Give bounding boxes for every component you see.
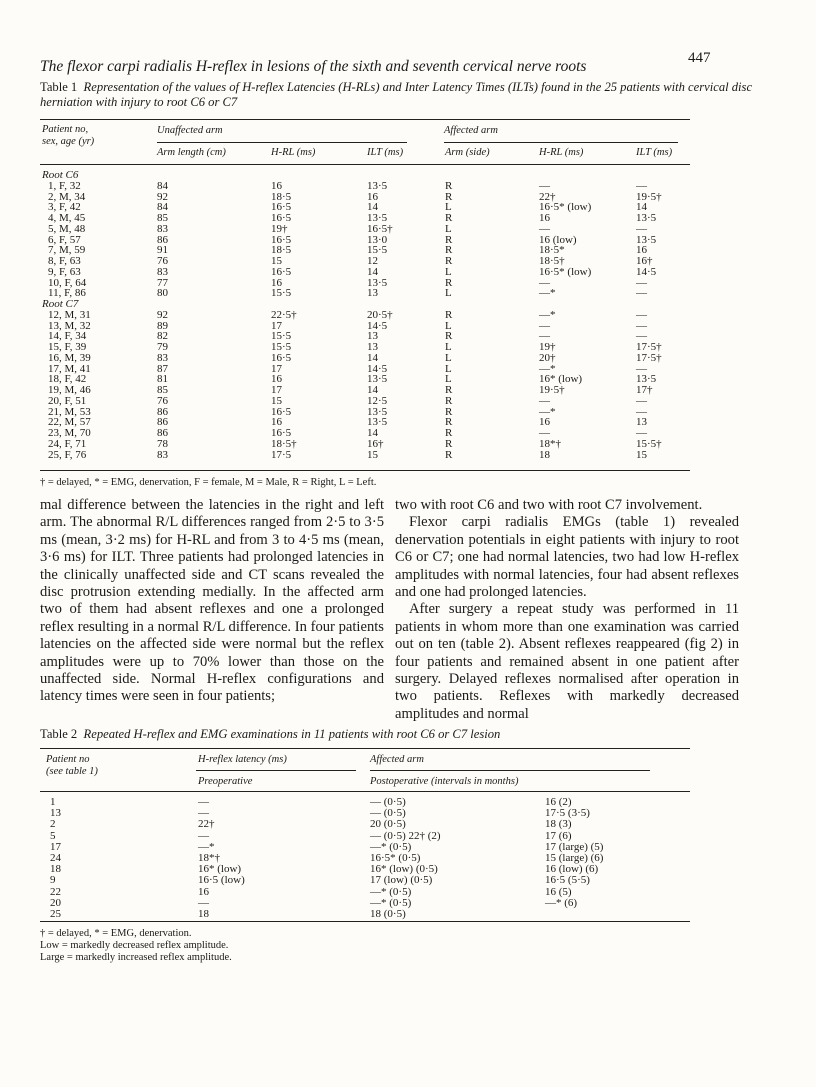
table1-cell-hrl: 16 xyxy=(271,276,282,289)
table1-row xyxy=(40,428,740,439)
table2-cell-preop: 16* (low) xyxy=(198,863,242,876)
table1-cell-hrl: 16·5 xyxy=(271,201,292,214)
table1-header-ilt: ILT (ms) xyxy=(367,147,404,158)
table1-cell-affected-hrl: 16·5* (low) xyxy=(539,265,592,278)
table1-cell-ilt: 13·5 xyxy=(367,276,388,289)
table2-cell-postop-2: 16 (low) (6) xyxy=(545,863,599,876)
table2-body xyxy=(40,797,640,920)
table1-unaffected-rule xyxy=(157,142,407,143)
table2-cell-postop-1: 18 (0·5) xyxy=(370,907,406,920)
table1-cell-affected-ilt: — xyxy=(636,427,647,439)
table1-cell-ilt: 14 xyxy=(367,201,378,214)
table2-cell-patient: 24 xyxy=(50,851,61,864)
table1-cell-side: L xyxy=(445,265,452,278)
table1-cell-ilt: 13·5 xyxy=(367,373,388,386)
table2-row xyxy=(40,898,640,909)
table2-footnote-line: † = delayed, * = EMG, denervation. xyxy=(40,928,192,939)
table1-cell-side: R xyxy=(445,190,453,203)
table1-cell-affected-ilt: — xyxy=(636,319,647,332)
table1-cell-side: L xyxy=(445,362,452,375)
table2-row xyxy=(40,875,640,886)
table2-affected-rule xyxy=(370,770,650,771)
table1-cell-patient: 14, F, 34 xyxy=(48,330,87,343)
table1-cell-ilt: 13·5 xyxy=(367,179,388,192)
table1-header-affected-hrl: H-RL (ms) xyxy=(539,147,584,158)
table1-cell-ilt: 13 xyxy=(367,287,378,300)
table1-cell-hrl: 15 xyxy=(271,394,282,407)
table1-cell-patient: 8, F, 63 xyxy=(48,255,81,267)
table2-header-patient xyxy=(46,754,98,778)
table1-cell-ilt: 13 xyxy=(367,341,378,353)
table1-row xyxy=(40,267,740,278)
body-right-paragraph-3: After surgery a repeat study was performed in 11 patients in whom more than one examination was carried out on ten (table 2). Absent reflexes reappeared (fig 2) in four patients and remained absent in one patient after surgery. Delayed reflexes normalised after operation in two patients. Reflexes with markedly decreased amplitudes and normal xyxy=(395,601,739,722)
table2-cell-postop-1: 16* (low) (0·5) xyxy=(370,863,438,876)
table1-cell-ilt: 13·0 xyxy=(367,233,388,246)
table2-cell-postop-2: 17·5 (3·5) xyxy=(545,807,590,820)
table2-label: Table 2 xyxy=(40,727,78,741)
table1-cell-patient: 6, F, 57 xyxy=(48,233,81,246)
table1-cell-affected-hrl: —* xyxy=(539,405,556,418)
table1-cell-affected-hrl: — xyxy=(539,330,550,343)
table1-cell-arm-length: 85 xyxy=(157,384,168,396)
table1-cell-affected-hrl: 22† xyxy=(539,190,556,203)
table2-header-affected: Affected arm xyxy=(370,754,424,765)
table1-cell-side: R xyxy=(445,179,453,192)
table1-row xyxy=(40,385,740,396)
table1-cell-affected-hrl: 18·5† xyxy=(539,255,565,267)
table1-cell-side: R xyxy=(445,405,453,418)
table1-cell-patient: 21, M, 53 xyxy=(48,405,91,418)
table1-cell-arm-length: 86 xyxy=(157,416,168,429)
table1-header-patient xyxy=(42,124,94,148)
table1-cell-affected-hrl: 18·5* xyxy=(539,244,565,257)
table1-cell-ilt: 14 xyxy=(367,265,378,278)
table1-cell-hrl: 22·5† xyxy=(271,308,297,321)
table1-cell-ilt: 15·5 xyxy=(367,244,388,257)
table1-cell-arm-length: 80 xyxy=(157,287,168,300)
table1-cell-affected-ilt: 17·5† xyxy=(636,341,662,353)
table1-cell-hrl: 16 xyxy=(271,373,282,386)
table2-caption-text: Repeated H-reflex and EMG examinations in 11 patients with root C6 or C7 lesion xyxy=(83,727,501,741)
table1-cell-ilt: 13·5 xyxy=(367,416,388,429)
table1-cell-affected-ilt: — xyxy=(636,362,647,375)
table1-cell-patient: 19, M, 46 xyxy=(48,384,91,396)
table1-cell-affected-ilt: 19·5† xyxy=(636,190,662,203)
table1-cell-affected-ilt: — xyxy=(636,394,647,407)
table2-header-preop: Preoperative xyxy=(198,776,253,787)
table1-cell-side: R xyxy=(445,437,453,450)
table2-cell-postop-2: 16 (2) xyxy=(545,796,572,808)
table2-cell-postop-2: 16·5 (5·5) xyxy=(545,874,590,887)
table1-cell-affected-ilt: 14·5 xyxy=(636,265,657,278)
table1-cell-side: R xyxy=(445,427,453,439)
table2-cell-postop-1: — (0·5) 22† (2) xyxy=(370,829,441,842)
table2-footnotes xyxy=(40,928,232,964)
table1-cell-side: L xyxy=(445,351,452,364)
table1-header-patient-line1: Patient no, xyxy=(42,124,89,135)
table1-cell-side: L xyxy=(445,222,452,235)
table2-cell-preop: — xyxy=(198,807,209,820)
table2-cell-postop-1: — (0·5) xyxy=(370,807,406,820)
table1-section-label: Root C6 xyxy=(42,169,79,181)
table1-cell-affected-ilt: 13·5 xyxy=(636,212,657,224)
table1-cell-arm-length: 83 xyxy=(157,265,168,278)
table1-header-unaffected: Unaffected arm xyxy=(157,125,223,136)
body-left-paragraph: mal difference between the latencies in the right and left arm. The abnormal R/L differences ranged from 2·5 to 3·5 ms (mean, 3·2 ms) for H-RL and from 3 to 4·5 ms (mean, 3·6 ms) for ILT. Three patients had prolonged latencies in the clinically unaffected side and CT scans revealed the disc protrusion extending medially. In the affected arm two of them had absent reflexes and one a prolonged reflex resulting in a normal R/L difference. In four patients latencies on the affected side were normal but the reflex amplitudes were up to 70% lower than those on the unaffected side. Normal H-reflex configurations and latency times were seen in four patients; xyxy=(40,497,384,705)
table1-cell-affected-hrl: 19·5† xyxy=(539,384,565,396)
running-title: The flexor carpi radialis H-reflex in lesions of the sixth and seventh cervical nerve roots xyxy=(40,58,587,75)
table1-affected-rule xyxy=(444,142,678,143)
table1-cell-patient: 9, F, 63 xyxy=(48,265,81,278)
table1-cell-patient: 4, M, 45 xyxy=(48,212,86,224)
table1-cell-arm-length: 86 xyxy=(157,427,168,439)
table2-cell-postop-1: 20 (0·5) xyxy=(370,818,406,831)
table1-cell-arm-length: 86 xyxy=(157,405,168,418)
table1-cell-affected-ilt: 15 xyxy=(636,448,647,461)
table1-cell-affected-hrl: — xyxy=(539,427,550,439)
table1-cell-affected-hrl: 16* (low) xyxy=(539,373,583,386)
table1-cell-affected-ilt: — xyxy=(636,287,647,300)
table1-cell-side: L xyxy=(445,319,452,332)
table1-header-patient-line2: sex, age (yr) xyxy=(42,136,95,147)
table2-header-patient-line2: (see table 1) xyxy=(46,766,98,777)
body-right-column xyxy=(395,497,739,723)
table1-cell-affected-hrl: 16 (low) xyxy=(539,233,577,246)
table1-header-hrl: H-RL (ms) xyxy=(271,147,316,158)
table1-cell-affected-ilt: — xyxy=(636,308,647,321)
table1-cell-arm-length: 85 xyxy=(157,212,168,224)
table1-section-label: Root C7 xyxy=(42,298,79,310)
table1-cell-side: L xyxy=(445,287,452,300)
table2-cell-postop-1: —* (0·5) xyxy=(370,885,412,898)
table1-cell-hrl: 16·5 xyxy=(271,212,292,224)
table2-cell-postop-1: —* (0·5) xyxy=(370,896,412,909)
table1-cell-hrl: 17 xyxy=(271,384,282,396)
table2-footnote-line: Large = markedly increased reflex amplitude. xyxy=(40,952,232,963)
table1-cell-arm-length: 76 xyxy=(157,255,168,267)
table1-cell-ilt: 14 xyxy=(367,384,378,396)
table1-row xyxy=(40,235,740,246)
table1-cell-affected-ilt: — xyxy=(636,222,647,235)
table1-cell-patient: 17, M, 41 xyxy=(48,362,91,375)
table1-caption-text: Representation of the values of H-reflex Latencies (H-RLs) and Inter Latency Times (ILTs) found in the 25 patients with cervical disc herniation with injury to root C6 or C7 xyxy=(40,80,753,109)
table1-cell-affected-ilt: — xyxy=(636,179,647,192)
table1-cell-hrl: 16·5 xyxy=(271,405,292,418)
table2-cell-postop-2: 17 (large) (5) xyxy=(545,840,604,853)
table1-cell-affected-ilt: 17·5† xyxy=(636,351,662,364)
table1-cell-patient: 1, F, 32 xyxy=(48,179,81,192)
page-number: 447 xyxy=(688,50,711,66)
table1-cell-side: R xyxy=(445,330,453,343)
table2-cell-patient: 17 xyxy=(50,840,61,853)
table1-cell-side: R xyxy=(445,244,453,257)
table1-cell-arm-length: 89 xyxy=(157,319,168,332)
table1-cell-patient: 15, F, 39 xyxy=(48,341,87,353)
table1-row xyxy=(40,450,740,461)
table1-cell-patient: 10, F, 64 xyxy=(48,276,87,289)
table1-cell-arm-length: 76 xyxy=(157,394,168,407)
table1-header-affected-ilt: ILT (ms) xyxy=(636,147,673,158)
table1-cell-affected-hrl: —* xyxy=(539,362,556,375)
table1-cell-arm-length: 92 xyxy=(157,308,168,321)
table1-cell-hrl: 17 xyxy=(271,362,282,375)
table1-cell-arm-length: 86 xyxy=(157,233,168,246)
table2-cell-patient: 5 xyxy=(50,829,56,842)
table1-row xyxy=(40,353,740,364)
table1-cell-arm-length: 92 xyxy=(157,190,168,203)
table2-cell-patient: 1 xyxy=(50,796,56,808)
table2-cell-postop-2: 16 (5) xyxy=(545,885,572,898)
table2-header-patient-line1: Patient no xyxy=(46,754,90,765)
table1-cell-affected-hrl: — xyxy=(539,222,550,235)
table1-row xyxy=(40,331,740,342)
table1-row xyxy=(40,310,740,321)
table1-cell-arm-length: 84 xyxy=(157,201,168,214)
table1-cell-affected-ilt: 16 xyxy=(636,244,647,257)
table1-cell-hrl: 15·5 xyxy=(271,341,292,353)
table1-cell-hrl: 16·5 xyxy=(271,351,292,364)
table2-top-rule xyxy=(40,748,690,749)
table2-cell-patient: 25 xyxy=(50,907,61,920)
table1-cell-ilt: 16† xyxy=(367,437,384,450)
table1-row xyxy=(40,417,740,428)
table1-cell-arm-length: 78 xyxy=(157,437,168,450)
table1-cell-ilt: 14·5 xyxy=(367,319,388,332)
table1-cell-arm-length: 83 xyxy=(157,351,168,364)
table1-header-rule xyxy=(40,164,690,165)
table1-cell-affected-hrl: —* xyxy=(539,308,556,321)
table1-cell-hrl: 16·5 xyxy=(271,233,292,246)
table2-cell-postop-1: — (0·5) xyxy=(370,796,406,808)
table2-cell-patient: 22 xyxy=(50,885,61,898)
table1-cell-side: R xyxy=(445,448,453,461)
table1-cell-affected-hrl: 19† xyxy=(539,341,556,353)
table1-cell-affected-ilt: — xyxy=(636,405,647,418)
table1-cell-affected-hrl: 20† xyxy=(539,351,556,364)
table2-cell-postop-1: —* (0·5) xyxy=(370,840,412,853)
table1-cell-side: L xyxy=(445,373,452,386)
table1-cell-arm-length: 79 xyxy=(157,341,168,353)
table2-cell-preop: 16·5 (low) xyxy=(198,874,245,887)
table1-cell-affected-ilt: 13 xyxy=(636,416,647,429)
table1-cell-hrl: 16·5 xyxy=(271,427,292,439)
table1-cell-affected-hrl: 16 xyxy=(539,212,550,224)
table2-cell-preop: 22† xyxy=(198,818,215,831)
table1-label: Table 1 xyxy=(40,80,78,94)
table1-cell-affected-hrl: 16 xyxy=(539,416,550,429)
table2-cell-preop: 18*† xyxy=(198,851,220,864)
table1-cell-arm-length: 87 xyxy=(157,362,168,375)
table2-cell-patient: 18 xyxy=(50,863,61,876)
table2-footnote-line: Low = markedly decreased reflex amplitude. xyxy=(40,940,229,951)
table1-footnote: † = delayed, * = EMG, denervation, F = female, M = Male, R = Right, L = Left. xyxy=(40,477,377,488)
table1-cell-ilt: 14·5 xyxy=(367,362,388,375)
table1-cell-ilt: 13 xyxy=(367,330,378,343)
table1-cell-arm-length: 91 xyxy=(157,244,168,257)
table1-cell-patient: 2, M, 34 xyxy=(48,190,86,203)
table1-cell-affected-ilt: 14 xyxy=(636,201,647,214)
table1-cell-arm-length: 77 xyxy=(157,276,168,289)
body-left-column xyxy=(40,497,384,706)
table1-header-affected: Affected arm xyxy=(444,125,498,136)
table1-cell-hrl: 19† xyxy=(271,222,288,235)
table1-cell-hrl: 16·5 xyxy=(271,265,292,278)
table1-cell-patient: 20, F, 51 xyxy=(48,394,87,407)
table1-cell-arm-length: 82 xyxy=(157,330,168,343)
table1-cell-arm-length: 83 xyxy=(157,222,168,235)
table1-caption xyxy=(40,80,760,110)
table1-cell-patient: 13, M, 32 xyxy=(48,319,91,332)
table1-cell-ilt: 12 xyxy=(367,255,378,267)
table1-row xyxy=(40,364,740,375)
table1-cell-patient: 18, F, 42 xyxy=(48,373,87,386)
table2-cell-patient: 13 xyxy=(50,807,61,820)
table1-cell-hrl: 18·5 xyxy=(271,190,292,203)
table1-row xyxy=(40,288,740,299)
table2-hrl-rule xyxy=(196,770,356,771)
table2-cell-patient: 20 xyxy=(50,896,61,909)
table1-row xyxy=(40,278,740,289)
table1-cell-affected-hrl: — xyxy=(539,394,550,407)
table1-cell-affected-ilt: 13·5 xyxy=(636,233,657,246)
table2-cell-preop: 16 xyxy=(198,885,209,898)
table2-row xyxy=(40,887,640,898)
table1-cell-hrl: 17·5 xyxy=(271,448,292,461)
table1-cell-affected-hrl: —* xyxy=(539,287,556,300)
table1-cell-patient: 22, M, 57 xyxy=(48,416,91,429)
table1-header-arm-side: Arm (side) xyxy=(445,147,490,158)
table2-cell-preop: — xyxy=(198,896,209,909)
table1-cell-hrl: 15·5 xyxy=(271,330,292,343)
table1-cell-arm-length: 81 xyxy=(157,373,168,386)
table1-cell-patient: 7, M, 59 xyxy=(48,244,86,257)
table1-section-row xyxy=(40,170,740,181)
table1-cell-affected-ilt: 13·5 xyxy=(636,373,657,386)
table1-cell-affected-hrl: — xyxy=(539,319,550,332)
table2-cell-patient: 2 xyxy=(50,818,56,831)
table1-cell-hrl: 18·5 xyxy=(271,244,292,257)
table1-cell-side: R xyxy=(445,416,453,429)
table1-cell-side: R xyxy=(445,276,453,289)
table1-cell-affected-hrl: — xyxy=(539,276,550,289)
table2-cell-postop-2: —* (6) xyxy=(545,896,578,909)
table2-header-rule xyxy=(40,791,690,792)
table1-row xyxy=(40,181,740,192)
table1-cell-patient: 16, M, 39 xyxy=(48,351,91,364)
table1-cell-patient: 12, M, 31 xyxy=(48,308,91,321)
table1-row xyxy=(40,321,740,332)
table1-body xyxy=(40,170,740,460)
table2-cell-patient: 9 xyxy=(50,874,56,887)
table1-row xyxy=(40,374,740,385)
table2-cell-postop-1: 17 (low) (0·5) xyxy=(370,874,433,887)
table1-cell-side: L xyxy=(445,201,452,214)
table2-cell-preop: — xyxy=(198,796,209,808)
table2-cell-postop-2: 17 (6) xyxy=(545,829,572,842)
table2-cell-preop: 18 xyxy=(198,907,209,920)
table1-cell-ilt: 13·5 xyxy=(367,212,388,224)
table1-row xyxy=(40,202,740,213)
table1-cell-hrl: 15·5 xyxy=(271,287,292,300)
table1-cell-affected-hrl: — xyxy=(539,179,550,192)
body-right-paragraph-1: two with root C6 and two with root C7 involvement. xyxy=(395,497,703,513)
table1-cell-affected-hrl: 16·5* (low) xyxy=(539,201,592,214)
table1-cell-hrl: 15 xyxy=(271,255,282,267)
table1-cell-ilt: 16·5† xyxy=(367,222,393,235)
table1-cell-ilt: 20·5† xyxy=(367,308,393,321)
table1-cell-hrl: 16 xyxy=(271,416,282,429)
table1-row xyxy=(40,407,740,418)
table2-cell-postop-1: 16·5* (0·5) xyxy=(370,851,421,864)
table1-row xyxy=(40,439,740,450)
table1-cell-hrl: 18·5† xyxy=(271,437,297,450)
table1-header-arm-length: Arm length (cm) xyxy=(157,147,226,158)
table1-cell-affected-ilt: 15·5† xyxy=(636,437,662,450)
table1-cell-patient: 5, M, 48 xyxy=(48,222,86,235)
table2-caption xyxy=(40,727,760,742)
table1-cell-ilt: 13·5 xyxy=(367,405,388,418)
table1-cell-affected-ilt: 17† xyxy=(636,384,653,396)
table2-cell-preop: — xyxy=(198,829,209,842)
table1-row xyxy=(40,396,740,407)
table1-bottom-rule xyxy=(40,470,690,471)
table1-cell-affected-hrl: 18 xyxy=(539,448,550,461)
table1-cell-affected-ilt: 16† xyxy=(636,255,653,267)
table2-row xyxy=(40,819,640,830)
table2-cell-postop-2: 18 (3) xyxy=(545,818,572,831)
table1-row xyxy=(40,192,740,203)
table1-cell-ilt: 15 xyxy=(367,448,378,461)
table2-cell-postop-2: 15 (large) (6) xyxy=(545,851,604,864)
table1-cell-ilt: 12·5 xyxy=(367,394,388,407)
table2-bottom-rule xyxy=(40,921,690,922)
table1-cell-affected-ilt: — xyxy=(636,276,647,289)
table1-cell-patient: 25, F, 76 xyxy=(48,448,87,461)
table1-cell-arm-length: 84 xyxy=(157,179,168,192)
table1-cell-side: R xyxy=(445,308,453,321)
table1-cell-ilt: 14 xyxy=(367,351,378,364)
table2-header-hrl-latency: H-reflex latency (ms) xyxy=(198,754,287,765)
table1-cell-affected-hrl: 18*† xyxy=(539,437,561,450)
table1-cell-side: R xyxy=(445,233,453,246)
table1-cell-patient: 23, M, 70 xyxy=(48,427,91,439)
table1-cell-side: R xyxy=(445,394,453,407)
table1-cell-arm-length: 83 xyxy=(157,448,168,461)
body-right-paragraph-2: Flexor carpi radialis EMGs (table 1) revealed denervation potentials in eight patients with injury to root C6 or C7; one had normal latencies, two had low H-reflex amplitudes with normal latencies, four had absent reflexes and one had prolonged latencies. xyxy=(395,514,739,601)
table1-top-rule xyxy=(40,119,690,120)
table1-cell-patient: 3, F, 42 xyxy=(48,201,81,214)
table2-header-postop: Postoperative (intervals in months) xyxy=(370,776,519,787)
table1-cell-patient: 24, F, 71 xyxy=(48,437,87,450)
table1-row xyxy=(40,256,740,267)
table1-cell-side: R xyxy=(445,384,453,396)
table1-cell-side: R xyxy=(445,255,453,267)
table1-cell-ilt: 14 xyxy=(367,427,378,439)
table2-cell-preop: —* xyxy=(198,840,215,853)
table1-row xyxy=(40,224,740,235)
table1-cell-side: R xyxy=(445,212,453,224)
table1-cell-patient: 11, F, 86 xyxy=(48,287,86,300)
table1-cell-side: L xyxy=(445,341,452,353)
table1-cell-ilt: 16 xyxy=(367,190,378,203)
table1-cell-affected-ilt: — xyxy=(636,330,647,343)
table1-cell-hrl: 17 xyxy=(271,319,282,332)
table1-row xyxy=(40,245,740,256)
table1-row xyxy=(40,342,740,353)
table2-row xyxy=(40,909,640,920)
table1-cell-hrl: 16 xyxy=(271,179,282,192)
